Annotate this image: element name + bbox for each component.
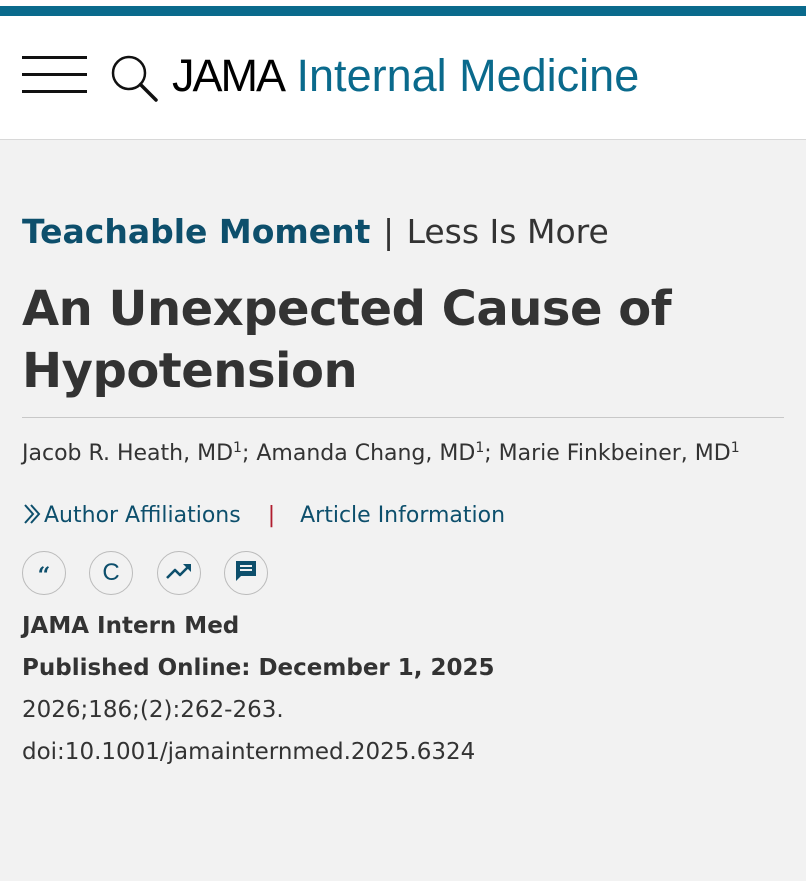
kicker-separator: | <box>382 212 395 251</box>
author-affiliations-label: Author Affiliations <box>44 503 241 528</box>
author-separator: ; <box>484 441 492 466</box>
article-title: An Unexpected Cause of Hypotension <box>22 281 672 399</box>
double-chevron-right-icon <box>22 503 44 535</box>
links-divider: | <box>267 503 276 528</box>
author-name[interactable]: Marie Finkbeiner, MD <box>498 441 731 466</box>
doi[interactable]: doi:10.1001/jamainternmed.2025.6324 <box>22 739 476 765</box>
article-kicker <box>22 212 609 252</box>
article-category[interactable]: Teachable Moment <box>22 212 371 251</box>
logo-journal: Internal Medicine <box>296 50 640 101</box>
logo-brand: JAMA <box>172 50 285 101</box>
journal-logo[interactable] <box>172 50 639 102</box>
copyright-icon: C <box>102 559 120 586</box>
author-affiliation-marker: 1 <box>233 440 242 456</box>
journal-abbreviation: JAMA Intern Med <box>22 613 240 639</box>
title-divider <box>22 417 784 418</box>
publication-info <box>22 606 495 774</box>
article-information-link[interactable]: Article Information <box>300 503 506 528</box>
hamburger-menu-icon[interactable] <box>22 56 87 94</box>
author-name[interactable]: Amanda Chang, MD <box>256 441 476 466</box>
metrics-button[interactable] <box>157 551 201 595</box>
author-separator: ; <box>241 441 250 466</box>
search-icon[interactable] <box>110 54 158 102</box>
author-affiliations-link[interactable] <box>22 503 248 528</box>
article-series[interactable]: Less Is More <box>406 212 609 251</box>
published-date: Published Online: December 1, 2025 <box>22 655 495 681</box>
author-list <box>22 438 740 470</box>
author-affiliation-marker: 1 <box>475 440 485 456</box>
comment-button[interactable] <box>224 551 268 595</box>
comment-icon <box>234 559 258 587</box>
top-accent-bar <box>0 0 806 16</box>
quote-icon: “ <box>37 563 51 589</box>
site-header <box>0 16 806 140</box>
permissions-button[interactable] <box>89 551 133 595</box>
author-affiliation-marker: 1 <box>730 440 740 456</box>
article-info-links <box>22 500 505 535</box>
citation: 2026;186;(2):262-263. <box>22 697 284 723</box>
cite-button[interactable] <box>22 551 66 595</box>
author-name[interactable]: Jacob R. Heath, MD <box>22 441 234 466</box>
trending-icon <box>166 562 192 584</box>
